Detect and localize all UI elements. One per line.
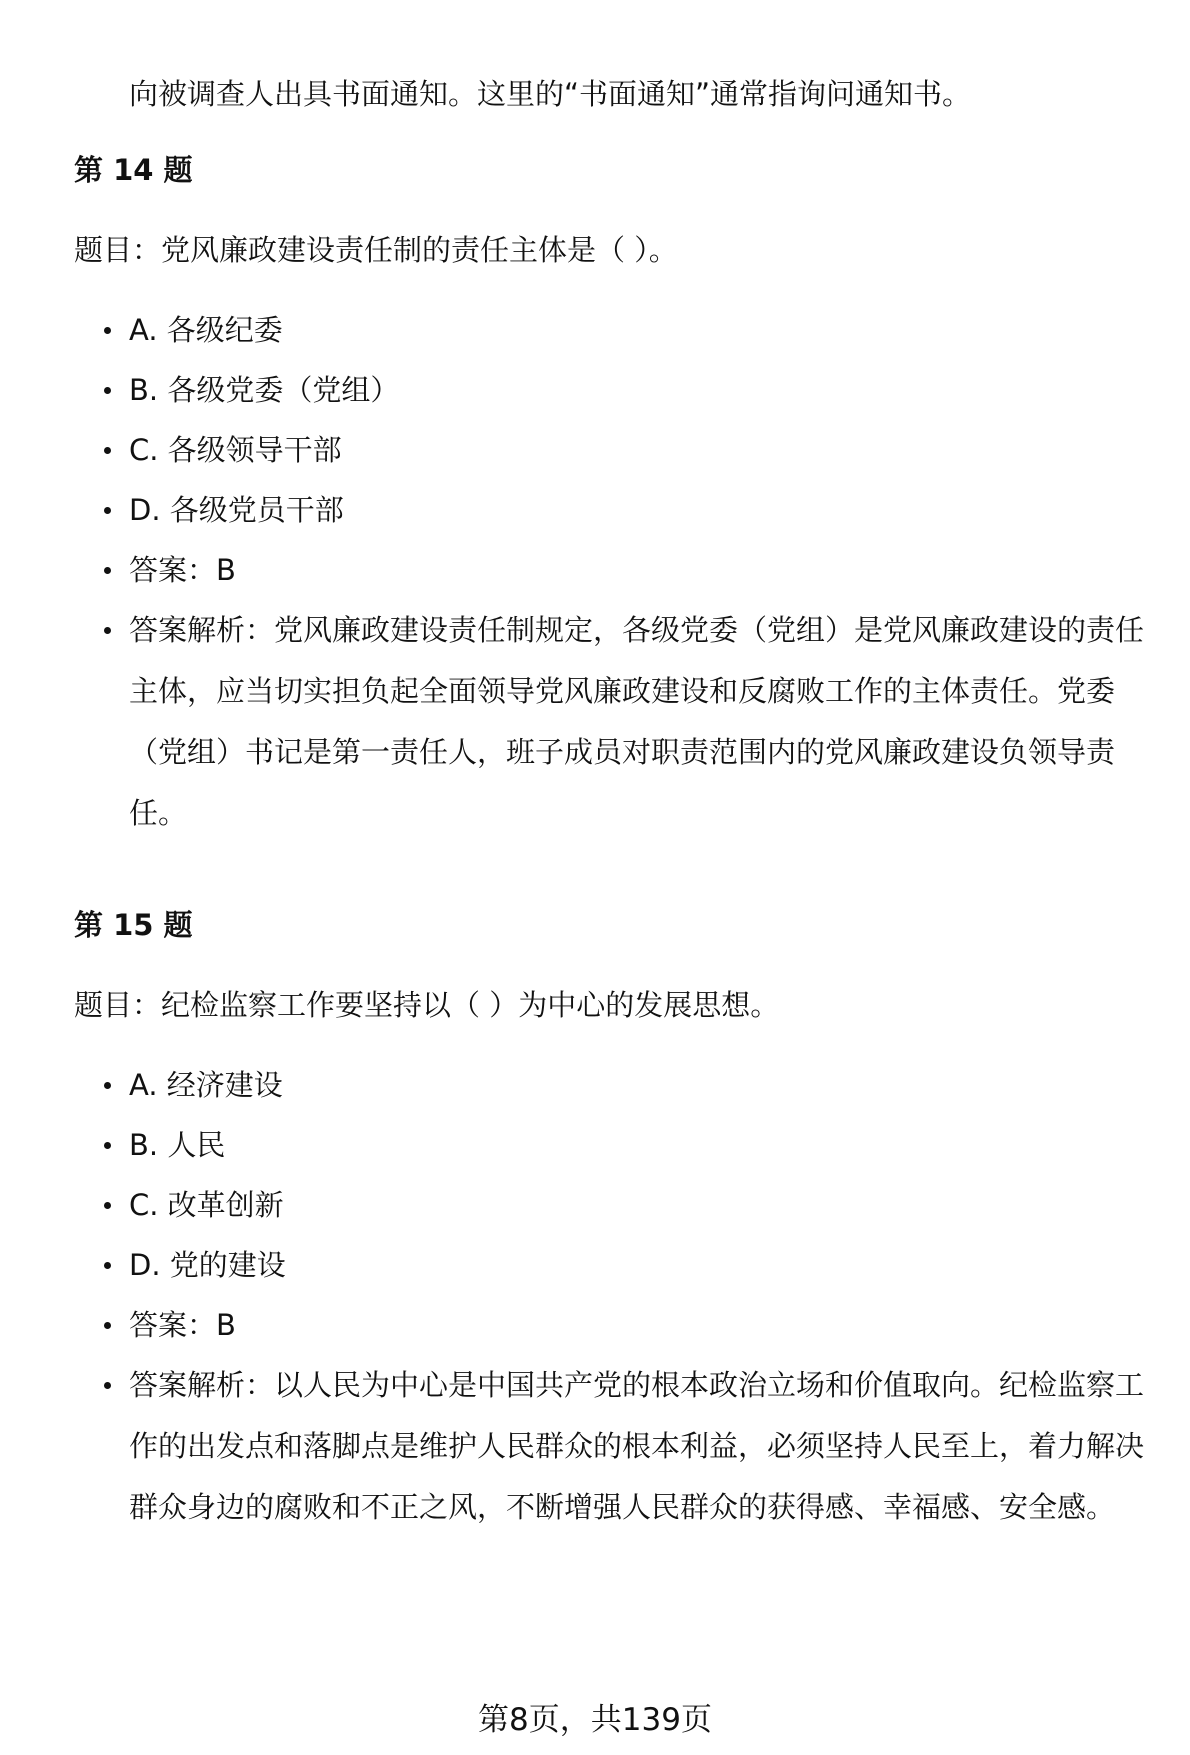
question-15-text: 题目：纪检监察工作要坚持以（ ）为中心的发展思想。 (74, 988, 780, 1022)
option-d: D. 各级党员干部 (129, 493, 344, 527)
continuation-text: 向被调查人出具书面通知。这里的“书面通知”通常指询问通知书。 (129, 77, 972, 111)
bullet-icon (104, 1142, 111, 1149)
list-item (0, 1115, 1190, 1175)
bullet-icon (104, 1082, 111, 1089)
bullet-icon (104, 1202, 111, 1209)
list-item (0, 1295, 1190, 1355)
bullet-icon (104, 567, 111, 574)
option-b: B. 各级党委（党组） (129, 373, 400, 407)
list-item (0, 420, 1190, 480)
question-14-options-list (0, 300, 1190, 844)
bullet-icon (104, 627, 111, 634)
question-15-options-list (0, 1055, 1190, 1538)
list-item (0, 480, 1190, 540)
option-b: B. 人民 (129, 1128, 226, 1162)
bullet-icon (104, 1382, 111, 1389)
answer-explanation: 答案解析：以人民为中心是中国共产党的根本政治立场和价值取向。纪检监察工作的出发点和落脚点是维护人民群众的根本利益，必须坚持人民至上，着力解决群众身边的腐败和不正之风，不断增强人民群众的获得感、幸福感、安全感。 (129, 1368, 1145, 1524)
list-item (0, 1055, 1190, 1115)
question-14-text: 题目：党风廉政建设责任制的责任主体是（ ）。 (74, 233, 678, 267)
option-a: A. 各级纪委 (129, 313, 283, 347)
bullet-icon (104, 447, 111, 454)
answer-explanation: 答案解析：党风廉政建设责任制规定，各级党委（党组）是党风廉政建设的责任主体，应当切实担负起全面领导党风廉政建设和反腐败工作的主体责任。党委（党组）书记是第一责任人，班子成员对职责范围内的党风廉政建设负领导责任。 (129, 613, 1145, 830)
list-item (0, 300, 1190, 360)
list-item (0, 1235, 1190, 1295)
bullet-icon (104, 507, 111, 514)
bullet-icon (104, 1262, 111, 1269)
question-14-heading: 第 14 题 (74, 153, 193, 187)
option-c: C. 改革创新 (129, 1188, 284, 1222)
list-item (0, 1175, 1190, 1235)
option-d: D. 党的建设 (129, 1248, 286, 1282)
list-item (0, 540, 1190, 600)
list-item (0, 600, 1190, 844)
bullet-icon (104, 387, 111, 394)
answer: 答案：B (129, 1308, 236, 1342)
bullet-icon (104, 327, 111, 334)
option-a: A. 经济建设 (129, 1068, 283, 1102)
answer: 答案：B (129, 553, 236, 587)
page-footer: 第8页，共139页 (478, 1702, 712, 1738)
list-item (0, 1355, 1190, 1538)
question-15-heading: 第 15 题 (74, 908, 193, 942)
list-item (0, 360, 1190, 420)
option-c: C. 各级领导干部 (129, 433, 342, 467)
bullet-icon (104, 1322, 111, 1329)
